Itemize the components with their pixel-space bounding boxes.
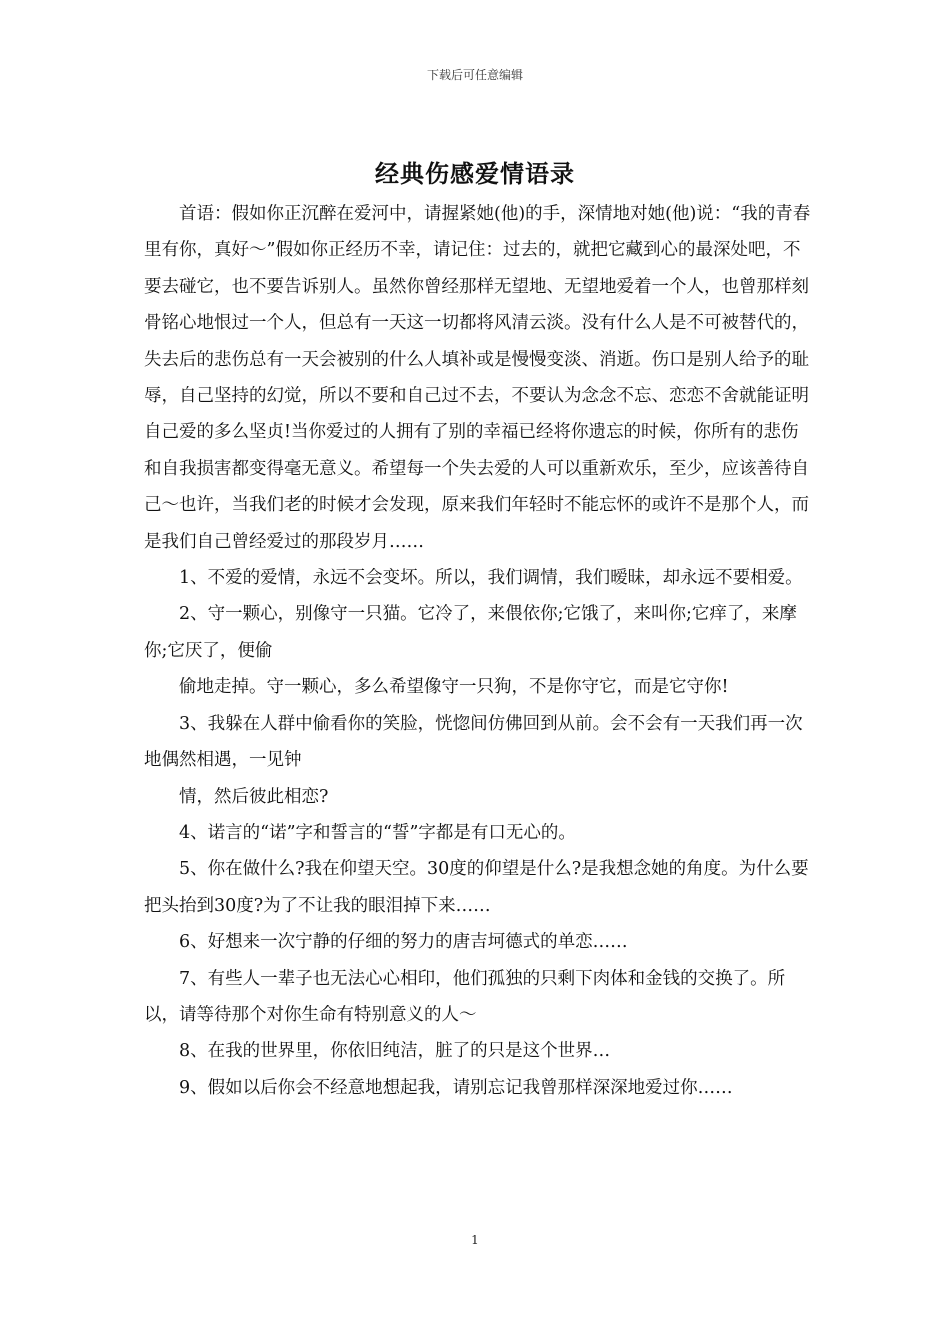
quote-5: 5、你在做什么?我在仰望天空。30度的仰望是什么?是我想念她的角度。为什么要把头抬到30度?为了不让我的眼泪掉下来…… xyxy=(144,859,809,916)
quote-9: 9、假如以后你会不经意地想起我，请别忘记我曾那样深深地爱过你…… xyxy=(179,1077,733,1098)
document-title: 经典伤感爱情语录 xyxy=(375,159,575,188)
page-number: 1 xyxy=(471,1233,479,1247)
quote-1: 1、不爱的爱情，永远不会变坏。所以，我们调情，我们暧昧，却永远不要相爱。 xyxy=(179,568,803,589)
quote-3: 3、我躲在人群中偷看你的笑脸，恍惚间仿佛回到从前。会不会有一天我们再一次地偶然相遇，一见钟 xyxy=(144,713,803,771)
quote-6: 6、好想来一次宁静的仔细的努力的唐吉坷德式的单恋…… xyxy=(179,932,628,953)
intro-paragraph: 首语：假如你正沉醉在爱河中，请握紧她(他)的手，深情地对她(他)说：“我的青春里有你，真好～”假如你正经历不幸，请记住：过去的，就把它藏到心的最深处吧，不要去碰它，也不要告诉别人。虽然你曾经那样无望地、无望地爱着一个人，也曾那样刻骨铭心地恨过一个人，但总有一天这一切都将风清云淡。没有什么人是不可被替代的，失去后的悲伤总有一天会被别的什么人填补或是慢慢变淡、消逝。伤口是别人给予的耻辱，自己坚持的幻觉，所以不要和自己过不去，不要认为念念不忘、恋恋不舍就能证明自己爱的多么坚贞!当你爱过的人拥有了别的幸福已经将你遗忘的时候，你所有的悲伤和自我损害都变得毫无意义。希望每一个失去爱的人可以重新欢乐，至少，应该善待自己～也许，当我们老的时候才会发现，原来我们年轻时不能忘怀的或许不是那个人，而是我们自己曾经爱过的那段岁月…… xyxy=(144,204,811,552)
document-body xyxy=(144,196,812,1106)
quote-3-continued: 情，然后彼此相恋? xyxy=(179,786,329,807)
quote-2-continued: 偷地走掉。守一颗心，多么希望像守一只狗，不是你守它，而是它守你! xyxy=(179,677,729,698)
quote-2: 2、守一颗心，别像守一只猫。它冷了，来偎依你;它饿了，来叫你;它痒了，来摩你;它厌了，便偷 xyxy=(144,604,797,661)
page-header: 下载后可任意编辑 xyxy=(426,68,523,82)
quote-4: 4、诺言的“诺”字和誓言的“誓”字都是有口无心的。 xyxy=(179,822,576,843)
quote-8: 8、在我的世界里，你依旧纯洁，脏了的只是这个世界… xyxy=(179,1041,611,1062)
quote-7: 7、有些人一辈子也无法心心相印，他们孤独的只剩下肉体和金钱的交换了。所以，请等待那个对你生命有特别意义的人～ xyxy=(144,968,786,1025)
